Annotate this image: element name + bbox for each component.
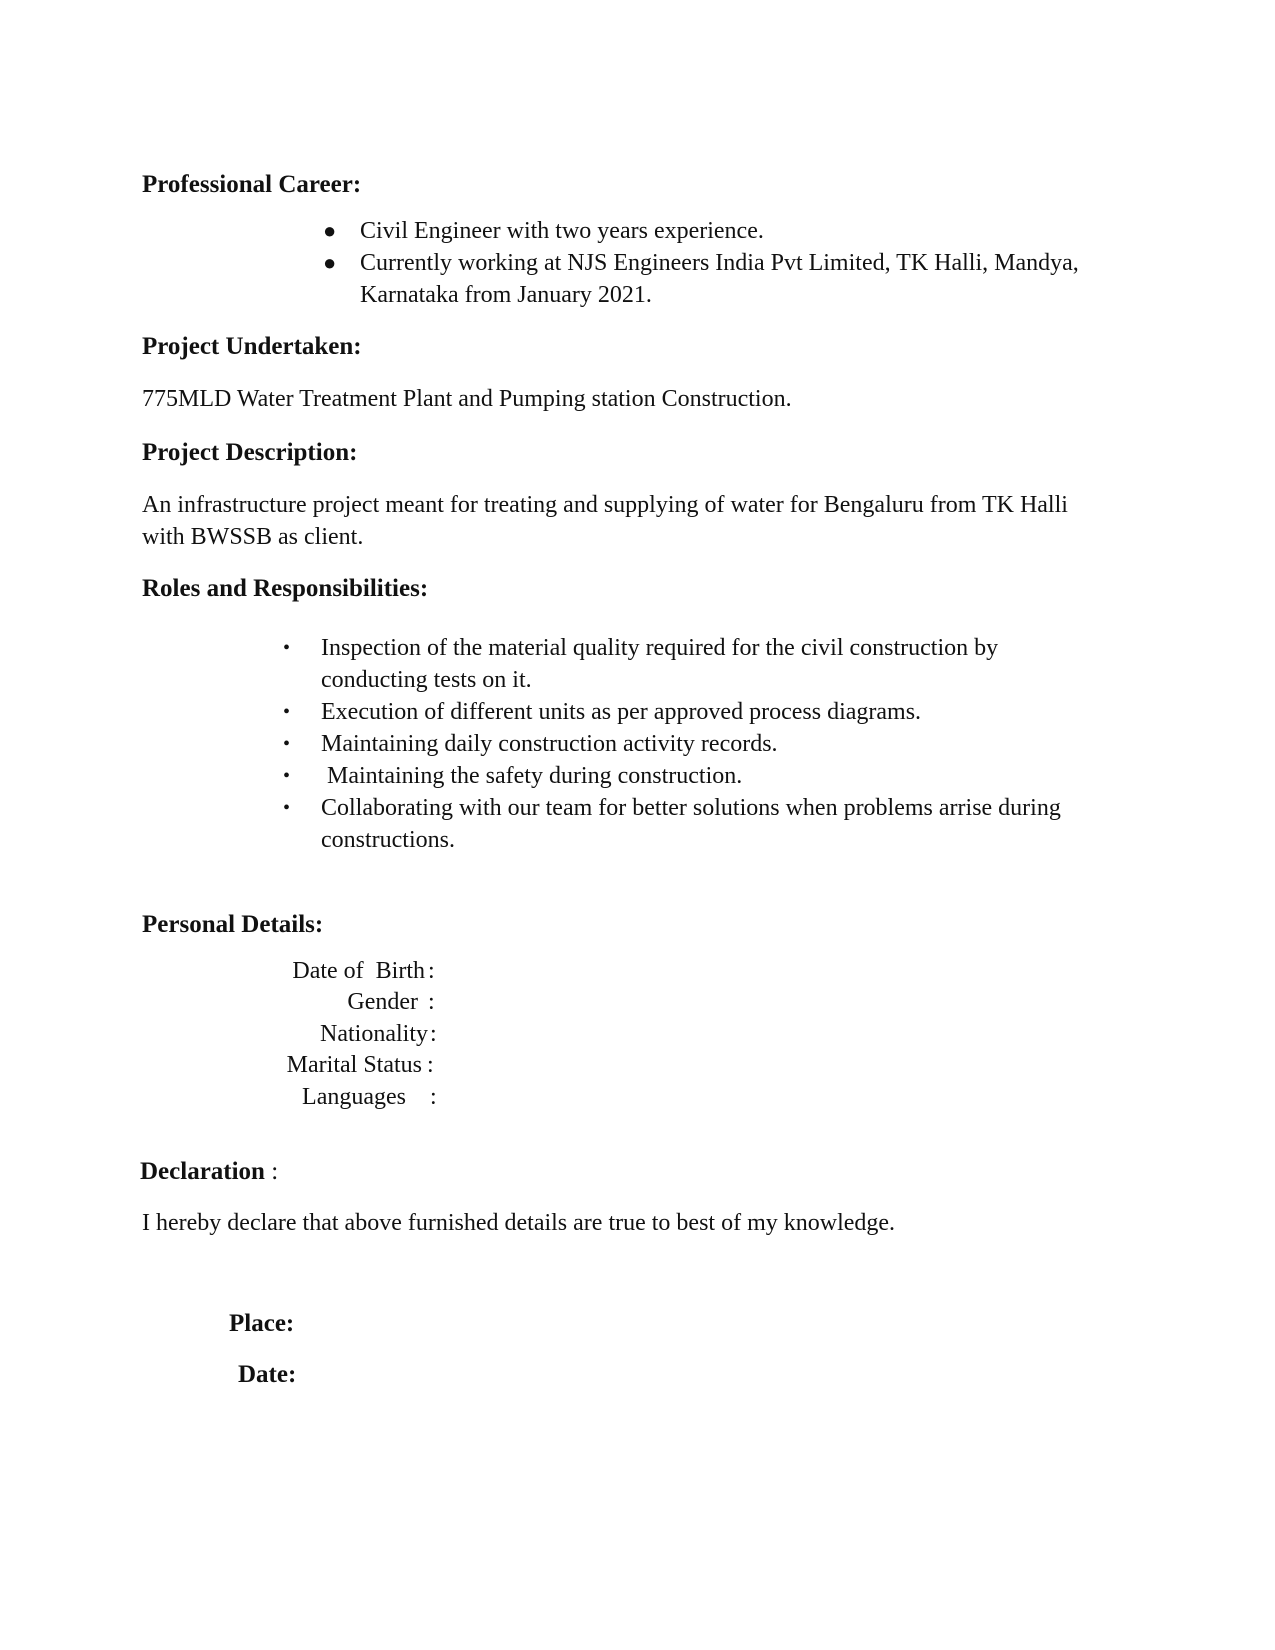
bullet-icon: • [283,701,291,723]
career-list [323,215,1083,311]
list-item: • Inspection of the material quality required for the civil construction by conducting tests on it. [281,632,1076,696]
bullet-icon: • [283,733,291,755]
declaration-text: I hereby declare that above furnished details are true to best of my knowledge. [142,1210,896,1236]
project-description-heading: Project Description: [142,439,358,466]
detail-colon: : [427,1052,434,1078]
list-item: • Maintaining daily construction activity records. [281,728,1076,760]
bullet-icon: ● [323,218,337,243]
list-item: • Execution of different units as per approved process diagrams. [281,696,1076,728]
roles-list [281,632,1076,856]
list-item: ● Currently working at NJS Engineers India Pvt Limited, TK Halli, Mandya, Karnataka from January 2021. [323,247,1083,311]
detail-row-languages [200,1081,437,1113]
declaration-colon: : [271,1158,279,1185]
detail-label: Nationality [320,1021,428,1047]
detail-label: Gender [347,989,418,1015]
detail-colon: : [428,989,435,1015]
declaration-heading-line [140,1157,278,1187]
bullet-icon: • [283,637,291,659]
declaration-heading: Declaration [140,1158,265,1185]
detail-colon: : [428,958,435,984]
detail-row-gender [200,986,435,1018]
list-item: • Maintaining the safety during construction. [281,760,1076,792]
professional-career-heading: Professional Career: [142,171,362,198]
list-item: ● Civil Engineer with two years experience. [323,215,1083,247]
detail-label: Marital Status [286,1052,422,1078]
place-label: Place: [229,1310,295,1337]
detail-colon: : [430,1021,437,1047]
project-description-text: An infrastructure project meant for treating and supplying of water for Bengaluru from TK Halli with BWSSB as client. [142,492,1068,550]
detail-label: Date of Birth [292,958,425,984]
detail-colon: : [430,1084,437,1110]
list-item: • Collaborating with our team for better solutions when problems arrise during constructions. [281,792,1076,856]
detail-label: Languages [302,1084,406,1110]
detail-row-nationality [200,1018,437,1050]
bullet-icon: • [283,797,291,819]
bullet-icon: ● [323,250,337,275]
detail-row-marital-status [200,1049,434,1081]
project-undertaken-text: 775MLD Water Treatment Plant and Pumping station Construction. [142,386,792,412]
detail-row-date-of-birth [200,955,435,987]
roles-heading: Roles and Responsibilities: [142,575,429,602]
personal-details-heading: Personal Details: [142,911,324,938]
project-undertaken-heading: Project Undertaken: [142,333,362,360]
date-label: Date: [238,1361,297,1388]
bullet-icon: • [283,765,291,787]
